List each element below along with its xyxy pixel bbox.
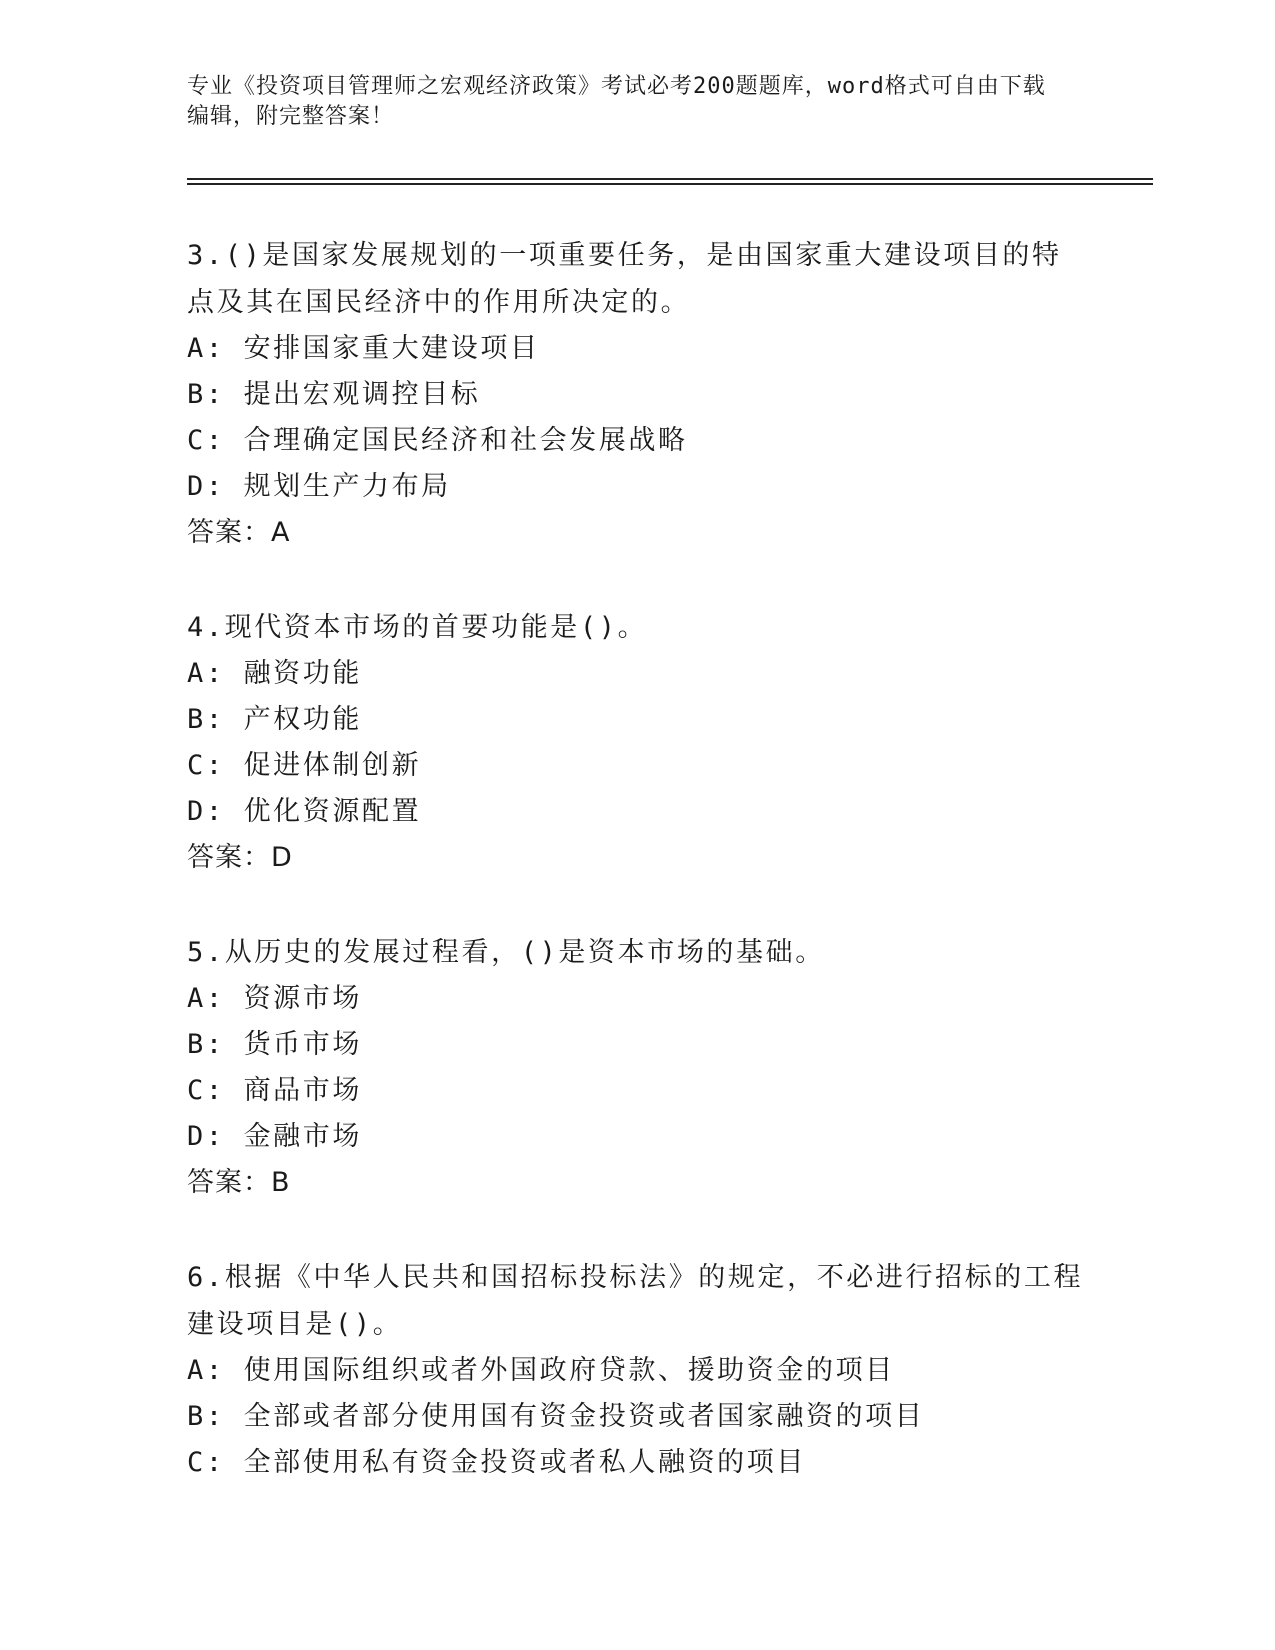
- option-c: C: 全部使用私有资金投资或者私人融资的项目: [187, 1447, 806, 1478]
- question-spacer: [187, 1206, 1087, 1254]
- option-b: B: 货币市场: [187, 1029, 362, 1060]
- answer-line: 答案：A: [187, 517, 291, 548]
- question-spacer: [187, 881, 1087, 929]
- option-a: A: 融资功能: [187, 658, 362, 689]
- question-4: [187, 604, 1087, 881]
- option-b: B: 提出宏观调控目标: [187, 379, 481, 410]
- option-a: A: 资源市场: [187, 983, 362, 1014]
- option-d: D: 优化资源配置: [187, 796, 422, 827]
- question-stem: 3.()是国家发展规划的一项重要任务，是由国家重大建设项目的特点及其在国民经济中的作用所决定的。: [187, 240, 1062, 318]
- option-d: D: 规划生产力布局: [187, 471, 451, 502]
- question-6: [187, 1254, 1087, 1486]
- question-3: [187, 232, 1087, 556]
- option-a: A: 使用国际组织或者外国政府贷款、援助资金的项目: [187, 1355, 895, 1386]
- header-divider-top: [187, 178, 1153, 180]
- option-c: C: 合理确定国民经济和社会发展战略: [187, 425, 688, 456]
- option-b: B: 全部或者部分使用国有资金投资或者国家融资的项目: [187, 1401, 925, 1432]
- option-c: C: 商品市场: [187, 1075, 362, 1106]
- answer-line: 答案：D: [187, 842, 293, 873]
- question-stem: 6.根据《中华人民共和国招标投标法》的规定，不必进行招标的工程建设项目是()。: [187, 1262, 1084, 1340]
- question-stem: 5.从历史的发展过程看，()是资本市场的基础。: [187, 937, 825, 968]
- question-5: [187, 929, 1087, 1206]
- option-b: B: 产权功能: [187, 704, 362, 735]
- question-spacer: [187, 556, 1087, 604]
- question-list: [187, 232, 1087, 1486]
- option-d: D: 金融市场: [187, 1121, 362, 1152]
- option-a: A: 安排国家重大建设项目: [187, 333, 540, 364]
- header-divider-bottom: [187, 183, 1153, 185]
- answer-line: 答案：B: [187, 1167, 291, 1198]
- document-intro: 专业《投资项目管理师之宏观经济政策》考试必考200题题库，word格式可自由下载编辑，附完整答案！: [187, 74, 1046, 129]
- question-stem: 4.现代资本市场的首要功能是()。: [187, 612, 648, 643]
- option-c: C: 促进体制创新: [187, 750, 422, 781]
